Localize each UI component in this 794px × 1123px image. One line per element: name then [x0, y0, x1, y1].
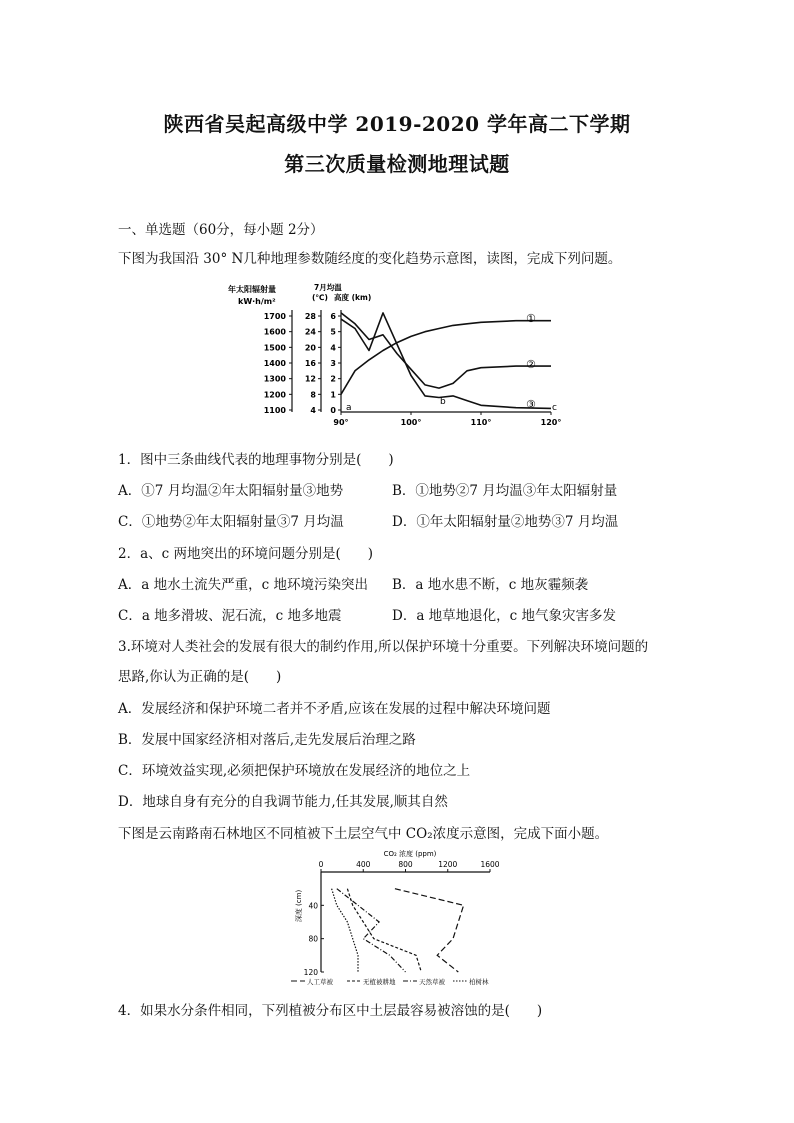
co2-legend	[291, 977, 489, 986]
q2-option-d[interactable]: D．a 地草地退化，c 地气象灾害多发	[392, 608, 617, 624]
left-axis-unit: kW·h/m²	[238, 297, 276, 306]
x-tick-label: 100°	[400, 418, 422, 427]
co2-curve-3	[337, 889, 406, 972]
height-tick-label: 4	[330, 343, 336, 353]
q3-stem-line2: 思路,你认为正确的是( )	[118, 669, 282, 685]
left-tick-label: 1400	[263, 359, 286, 368]
left-axis-ticks	[264, 312, 292, 415]
depth-axis-title: 深度 (cm)	[295, 889, 303, 923]
legend-label: 天然草被	[419, 978, 445, 986]
left-tick-label: 1100	[263, 406, 286, 415]
q3-option-a[interactable]: A．发展经济和保护环境二者并不矛盾,应该在发展的过程中解决环境问题	[118, 701, 551, 717]
curve-1	[341, 321, 551, 395]
height-tick-label: 1	[330, 390, 336, 400]
depth-tick-label: 120	[303, 968, 318, 977]
height-tick-label: 6	[330, 312, 336, 321]
height-axis-title: 高度 (km)	[334, 293, 372, 302]
temp-tick-label: 4	[310, 406, 316, 415]
curve-label-2: ②	[526, 358, 536, 371]
q1-option-c[interactable]: C．①地势②年太阳辐射量③7 月均温	[118, 514, 344, 530]
q3-option-c[interactable]: C．环境效益实现,必须把保护环境放在发展经济的地位之上	[118, 763, 471, 779]
legend-label: 柏树林	[469, 978, 489, 986]
section-heading: 一、单选题（60分，每小题 2分）	[118, 222, 324, 238]
curve-2	[341, 313, 551, 388]
intro-text-1: 下图为我国沿 30° N几种地理参数随经度的变化趋势示意图，读图，完成下列问题。	[118, 251, 622, 267]
co2-curve-1	[395, 889, 464, 972]
q4-stem: 4．如果水分条件相同，下列植被分布区中土层最容易被溶蚀的是( )	[118, 1003, 543, 1019]
temp-axis-ticks	[305, 312, 321, 415]
height-axis-ticks	[330, 312, 341, 415]
paper-title-line2: 第三次质量检测地理试题	[284, 152, 510, 176]
left-axis-title: 年太阳辐射量	[228, 285, 276, 294]
left-tick-label: 1200	[263, 390, 286, 400]
temp-tick-label: 28	[304, 312, 316, 321]
co2-curve-4	[332, 889, 358, 972]
temp-tick-label: 12	[304, 374, 316, 384]
q2-option-b[interactable]: B．a 地水患不断，c 地灰霾频袭	[392, 577, 589, 593]
height-tick-label: 0	[330, 406, 336, 415]
q2-option-c[interactable]: C．a 地多滑坡、泥石流，c 地多地震	[118, 608, 342, 624]
x-tick-label: 110°	[470, 418, 492, 427]
co2-x-tick-label: 1600	[480, 860, 500, 869]
q2-stem: 2．a、c 两地突出的环境问题分别是( )	[118, 546, 374, 562]
intro-text-2: 下图是云南路南石林地区不同植被下土层空气中 CO₂浓度示意图，完成下面小题。	[118, 826, 609, 842]
figure-30n-chart	[226, 280, 576, 430]
x-axis-ticks	[333, 412, 561, 427]
q2-option-a[interactable]: A．a 地水土流失严重，c 地环境污染突出	[118, 577, 368, 593]
left-tick-label: 1300	[263, 374, 286, 384]
x-tick-label: 90°	[333, 418, 349, 427]
depth-tick-label: 40	[308, 901, 318, 911]
paper-title-line1: 陕西省吴起高级中学 2019-2020 学年高二下学期	[163, 112, 631, 136]
point-label-c: c	[552, 403, 557, 413]
height-tick-label: 3	[330, 359, 336, 368]
co2-x-tick-label: 1200	[438, 860, 458, 869]
depth-tick-label: 80	[308, 934, 318, 944]
q1-option-a[interactable]: A．①7 月均温②年太阳辐射量③地势	[118, 483, 344, 499]
q1-stem: 1．图中三条曲线代表的地理事物分别是( )	[118, 452, 394, 468]
curves	[341, 313, 551, 409]
q3-stem-line1: 3.环境对人类社会的发展有很大的制约作用,所以保护环境十分重要。下列解决环境问题的	[118, 639, 649, 655]
temp-tick-label: 24	[304, 327, 316, 337]
co2-x-tick-label: 400	[356, 860, 371, 869]
curve-label-1: ①	[526, 312, 536, 325]
temp-axis-title: 7月均温	[314, 283, 342, 292]
figure-co2-chart	[285, 846, 515, 991]
height-tick-label: 5	[330, 327, 336, 337]
q1-option-b[interactable]: B．①地势②7 月均温③年太阳辐射量	[392, 483, 618, 499]
curve-label-3: ③	[526, 398, 536, 411]
q3-option-d[interactable]: D．地球自身有充分的自我调节能力,任其发展,顺其自然	[118, 794, 448, 810]
x-tick-label: 120°	[540, 418, 562, 427]
left-tick-label: 1500	[263, 343, 286, 353]
height-tick-label: 2	[330, 374, 336, 384]
left-tick-label: 1700	[263, 312, 286, 321]
q3-option-b[interactable]: B．发展中国家经济相对落后,走先发展后治理之路	[118, 732, 416, 748]
co2-axis-title: CO₂ 浓度 (ppm)	[383, 850, 437, 858]
co2-curves	[332, 889, 464, 972]
temp-axis-unit: (℃)	[312, 293, 328, 302]
point-label-b: b	[440, 397, 446, 407]
left-tick-label: 1600	[263, 327, 286, 337]
co2-x-tick-label: 800	[398, 860, 413, 869]
point-label-a: a	[346, 403, 352, 413]
temp-tick-label: 16	[304, 359, 316, 368]
legend-label: 人工草被	[307, 978, 333, 986]
legend-label: 无植被耕地	[363, 978, 396, 986]
q1-option-d[interactable]: D．①年太阳辐射量②地势③7 月均温	[392, 514, 619, 530]
co2-x-tick-label: 0	[318, 860, 324, 869]
temp-tick-label: 20	[304, 343, 316, 353]
co2-x-ticks	[319, 860, 500, 872]
temp-tick-label: 8	[310, 390, 316, 400]
